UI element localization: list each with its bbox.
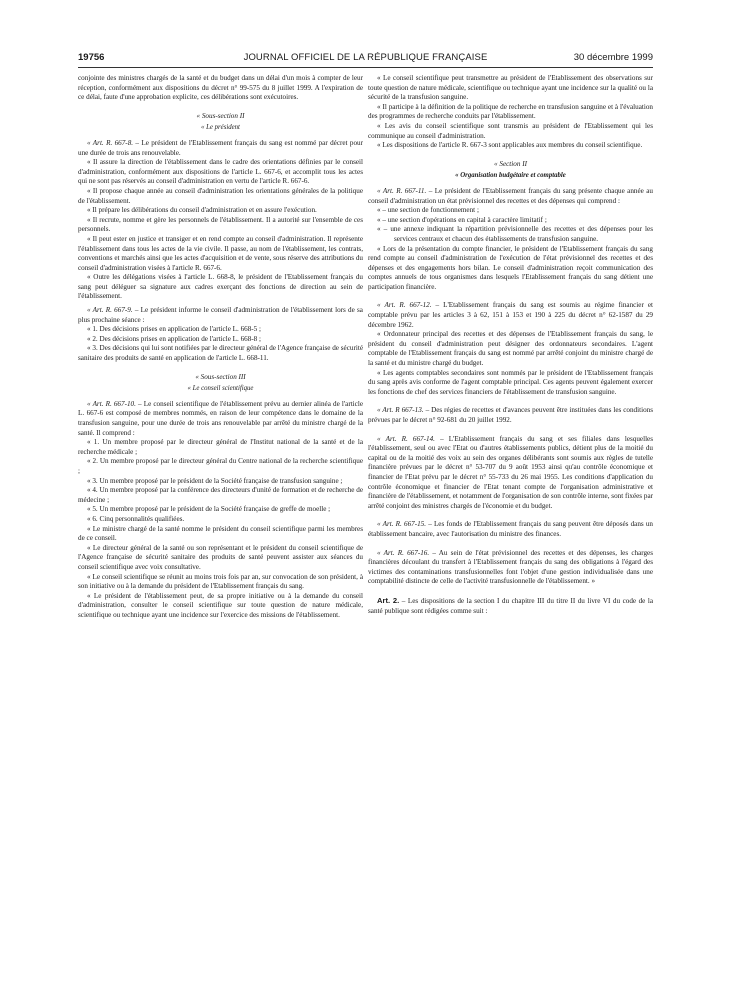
list-item: « – une annexe indiquant la répartition prévisionnelle des recettes et des dépenses pour les services centraux et chacun des établissements de transfusion sanguine. — [377, 225, 653, 243]
paragraph: « 2. Des décisions prises en application de l'article L. 668-8 ; — [87, 334, 262, 343]
list-item: « – une section d'opérations en capital à caractère limitatif ; — [377, 215, 547, 224]
left-column — [78, 74, 363, 974]
paragraph: « Le ministre chargé de la santé nomme le président du conseil scientifique parmi les membres de ce conseil. — [78, 524, 363, 543]
paragraph: « Outre les délégations visées à l'article L. 668-8, le président de l'Etablissement français du sang peut déléguer sa signature aux cadres exerçant des fonctions de direction au sein de l'établissement. — [78, 273, 363, 301]
paragraph: « Les dispositions de l'article R. 667-3 sont applicables aux membres du conseil scientifique. — [377, 141, 643, 150]
article-text: – Le président informe le conseil d'administration de l'établissement lors de sa plus prochaine séance : — [78, 306, 363, 324]
header-rule — [78, 67, 653, 68]
article-text: – Au sein de l'état prévisionnel des recettes et des dépenses, les charges financières découlant du transfert à l'Etablissement français du sang des obligations à l'égard des victimes des contaminations transfusionnelles font l'objet d'une gestion individualisée dans une comptabilité distincte de celle de l'activité transfusionnelle de l'établissement. » — [368, 548, 653, 586]
article-text: – L'Etablissement français du sang et ses filiales dans lesquelles l'établissement, seul ou avec l'Etat ou d'autres établissements publics, détient plus de la moitié du capital ou de la moitié des voix au sein des organes délibérants sont soumis aux règles de tutelle financière prévues par le décret n° 53-707 du 9 août 1953 ainsi qu'au contrôle économique et financier de l'Etat prévu par le décret n° 55-733 du 26 mai 1955. Les conditions d'application du contrôle économique et financier de l'Etat tenant compte de l'organisation administrative et financière de l'établissement, et notamment de l'organisation de son contrôle interne, sont fixées par arrêté conjoint des ministres chargés de l'économie et du budget. — [368, 434, 653, 510]
article-paragraph — [78, 139, 363, 158]
article-reference: « Art. R. 667-15. — [377, 520, 427, 529]
paragraph: « Il propose chaque année au conseil d'administration les orientations générales de la politique de l'établissement. — [78, 186, 363, 205]
article-paragraph — [78, 400, 363, 438]
paragraph: « 4. Un membre proposé par la conférence des directeurs d'unité de formation et de recherche de médecine ; — [78, 486, 363, 504]
article-reference: Art. 2. — [377, 595, 400, 605]
article-reference: « Art. R 667-13. — [377, 406, 424, 415]
page-header — [78, 52, 653, 66]
section-subheading: « Organisation budgétaire et comptable — [455, 172, 566, 180]
page-number: 19756 — [78, 52, 105, 63]
article-reference: « Art. R. 667-8. — [87, 138, 134, 147]
paragraph: « Le président de l'établissement peut, de sa propre initiative ou à la demande du conseil d'administration, consulter le conseil scientifique sur toute question de nature médicale, scientifique ou technique ayant une incidence sur l'exercice des missions de l'établissement. — [78, 591, 363, 619]
article-text: – Le président de l'Etablissement français du sang présente chaque année au conseil d'administration un état prévisionnel des recettes et des dépenses qui comprend : — [368, 186, 653, 205]
paragraph: « Il peut ester en justice et transiger et en rend compte au conseil d'administration. Il représente l'établissement dans tous les actes de la vie civile. Il passe, au nom de l'établissement, les contrats, conventions et marchés ainsi que les actes d'acquisition et de vente, sous réserve des attributions du conseil d'administration visées à l'article R. 667-6. — [78, 234, 363, 272]
article-reference: « Art. R. 667-9. — [87, 306, 133, 315]
paragraph: « Le directeur général de la santé ou son représentant et le président du conseil scientifique de l'Agence française de sécurité sanitaire des produits de santé peuvent assister aux séances du conseil scientifique avec voix consultative. — [78, 543, 363, 571]
paragraph: « Il prépare les délibérations du conseil d'administration et en assure l'exécution. — [87, 206, 317, 215]
paragraph: « 3. Des décisions qui lui sont notifiées par le directeur général de l'Agence française de sécurité sanitaire des produits de santé en application de l'article L. 668-11. — [78, 344, 363, 363]
article-paragraph — [78, 306, 363, 325]
article-reference: « Art. R. 667-16. — [377, 548, 430, 557]
list-item: « – une section de fonctionnement ; — [377, 206, 479, 215]
paragraph: « Les agents comptables secondaires sont nommés par le président de l'Etablissement français du sang après avis conforme de l'agent comptable principal. Ces agents peuvent également exercer les fonctions de chef des services financiers de l'établissement de transfusion sanguine. — [368, 368, 653, 396]
article-paragraph — [368, 187, 653, 206]
article-reference: « Art. R. 667-12. — [377, 301, 432, 310]
journal-title: JOURNAL OFFICIEL DE LA RÉPUBLIQUE FRANÇAISE — [243, 52, 488, 63]
paragraph: « Le conseil scientifique se réunit au moins trois fois par an, sur convocation de son président, à son initiative ou à la demande du président de l'Etablissement français du sang. — [78, 572, 363, 591]
publication-date: 30 décembre 1999 — [573, 52, 653, 63]
article-text: – Le conseil scientifique de l'établissement prévu au dernier alinéa de l'article L. 667-6 est composé de membres nommés, en raison de leur compétence dans le domaine de la transfusion sanguine, pour une durée de trois ans renouvelable par arrêté du ministre chargé de la santé. Il comprend : — [78, 399, 363, 437]
article-text: – L'Etablissement français du sang est soumis au régime financier et comptable prévu par les articles 3 à 62, 151 à 153 et 190 à 225 du décret n° 62-1587 du 29 décembre 1962. — [368, 301, 653, 329]
article-paragraph — [368, 520, 653, 539]
article-paragraph — [368, 406, 653, 425]
paragraph: « Il assure la direction de l'établissement dans le cadre des orientations définies par le conseil d'administration, conformément aux dispositions de l'article L. 667-6, et accomplit tous les actes qui ne sont pas réservés au conseil d'administration en vertu de l'article R. 667-6. — [78, 158, 363, 186]
article-paragraph — [368, 596, 653, 616]
article-reference: « Art. R. 667-11. — [377, 186, 427, 195]
paragraph: « 1. Des décisions prises en application de l'article L. 668-5 ; — [87, 325, 262, 334]
article-text: – Le président de l'Etablissement français du sang est nommé par décret pour une durée de trois ans renouvelable. — [78, 138, 363, 157]
section-heading: « Section II — [494, 159, 527, 168]
section-heading: « Sous-section II — [196, 111, 245, 120]
article-text: – Les fonds de l'Etablissement français du sang peuvent être déposés dans un établissement bancaire, avec l'autorisation du ministre des finances. — [368, 520, 653, 538]
article-text: – Les dispositions de la section I du chapitre III du titre II du livre VI du code de la santé publique sont rédigées comme suit : — [368, 596, 653, 615]
paragraph: « 3. Un membre proposé par le président de la Société française de transfusion sanguine ; — [87, 476, 343, 485]
article-reference: « Art. R. 667-10. — [87, 399, 136, 408]
paragraph: conjointe des ministres chargés de la santé et du budget dans un délai d'un mois à compter de leur réception, conformément aux dispositions du décret n° 99-575 du 8 juillet 1999. A l'expiration de ce délai, faute d'une approbation explicite, ces délibérations sont exécutoires. — [78, 74, 363, 102]
section-subheading: « Le conseil scientifique — [187, 385, 254, 393]
paragraph: « Il participe à la définition de la politique de recherche en transfusion sanguine et à l'évaluation des programmes de recherche conduits par l'établissement. — [368, 102, 653, 121]
paragraph: « Il recrute, nomme et gère les personnels de l'établissement. Il a autorité sur l'ensemble de ces personnels. — [78, 215, 363, 234]
right-column — [368, 74, 653, 974]
paragraph: « Ordonnateur principal des recettes et des dépenses de l'Etablissement français du sang, le président du conseil d'administration peut désigner des ordonnateurs secondaires. L'agent comptable de l'Etablissement français du sang est nommé par arrêté conjoint du ministre chargé de la santé et du ministre chargé du budget. — [368, 330, 653, 368]
paragraph: « Le conseil scientifique peut transmettre au président de l'Etablissement des observations sur toute question de nature médicale, scientifique ou technique ayant une incidence sur la qualité ou la sécurité de la transfusion sanguine. — [368, 74, 653, 102]
section-heading: « Sous-section III — [195, 372, 246, 381]
section-subheading: « Le président — [201, 124, 240, 132]
paragraph: « 1. Un membre proposé par le directeur général de l'Institut national de la santé et de la recherche médicale ; — [78, 438, 363, 456]
paragraph: « Les avis du conseil scientifique sont transmis au président de l'Etablissement qui les communique au conseil d'administration. — [368, 121, 653, 140]
article-paragraph — [368, 549, 653, 587]
article-text: – Des régies de recettes et d'avances peuvent être instituées dans les conditions prévues par le décret n° 92-681 du 20 juillet 1992. — [368, 406, 653, 424]
article-paragraph — [368, 435, 653, 512]
article-reference: « Art. R. 667-14. — [377, 434, 435, 443]
article-paragraph — [368, 301, 653, 330]
paragraph: « 5. Un membre proposé par le président de la Société française de greffe de moelle ; — [87, 505, 331, 514]
paragraph: « Lors de la présentation du compte financier, le président de l'Etablissement français du sang rend compte au conseil d'administration de l'exécution de l'état prévisionnel des recettes et des dépenses et des engagements hors bilan. Le conseil d'administration reçoit communication des comptes annuels de tous organismes dans lesquels l'Etablissement français du sang détient une participation financière. — [368, 244, 653, 291]
paragraph: « 6. Cinq personnalités qualifiées. — [87, 514, 185, 523]
paragraph: « 2. Un membre proposé par le directeur général du Centre national de la recherche scientifique ; — [78, 457, 363, 475]
